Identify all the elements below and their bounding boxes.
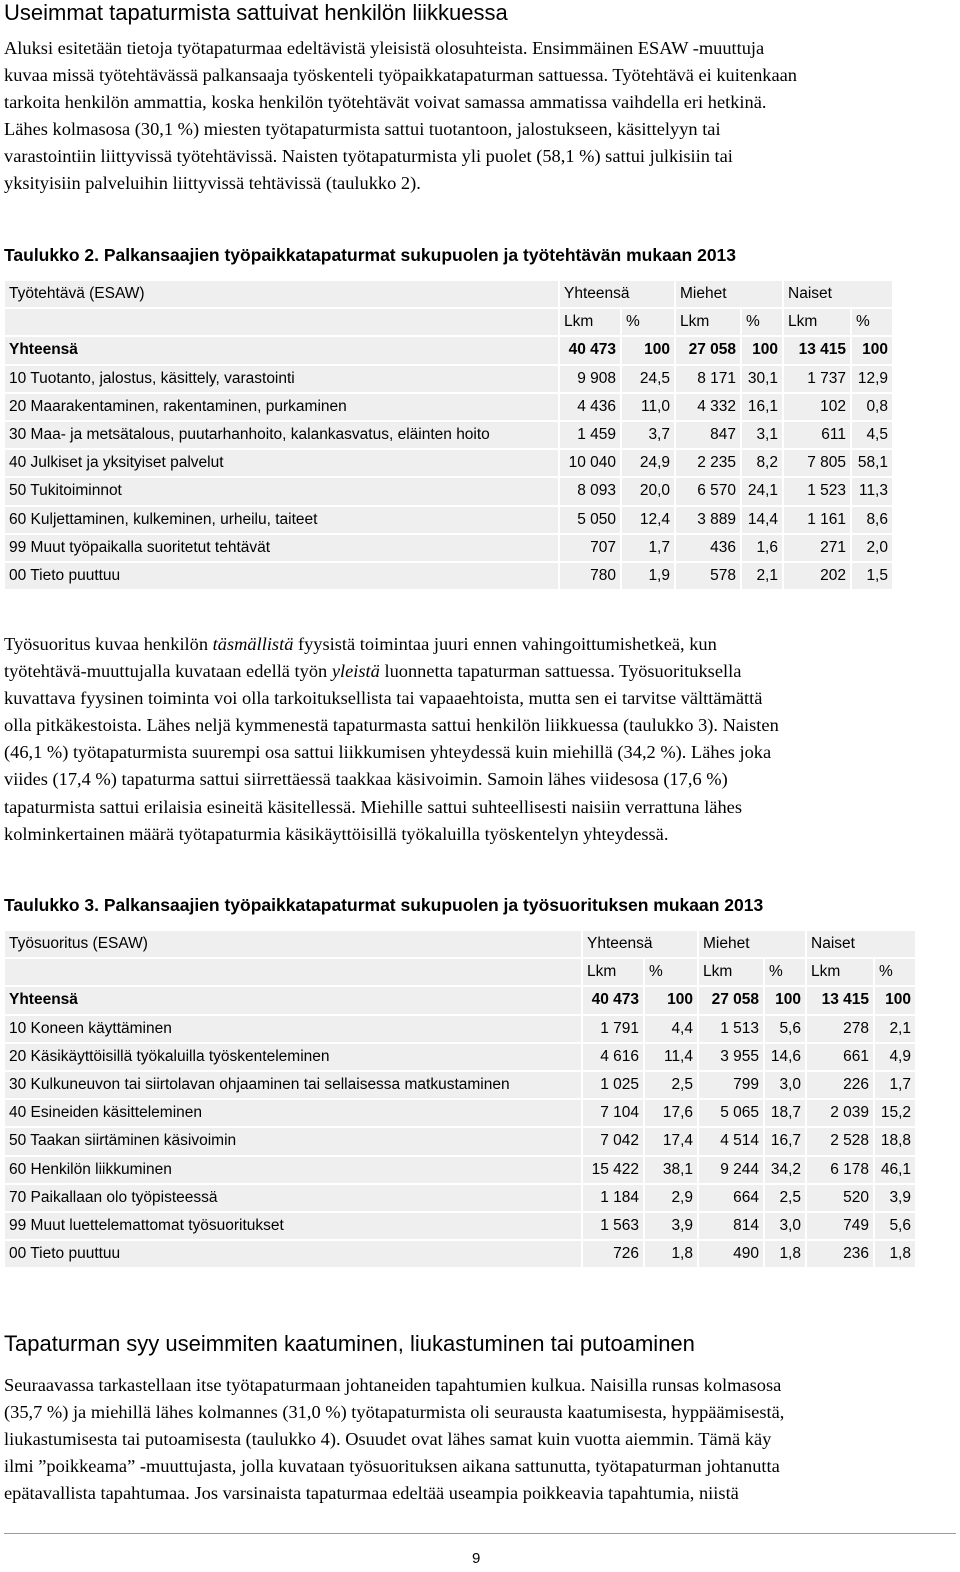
paragraph-line: viides (17,4 %) tapaturma sattui siirrettäessä taakkaa käsivoimin. Samoin lähes viidesosa (17,6 %) [4, 769, 728, 790]
value-cell: 1 184 [583, 1185, 643, 1211]
row-label: 60 Kuljettaminen, kulkeminen, urheilu, taiteet [5, 507, 558, 533]
value-cell: 1,7 [622, 535, 674, 561]
value-cell: 4,4 [645, 1016, 697, 1042]
table-row [5, 1241, 915, 1267]
value-cell: 11,4 [645, 1044, 697, 1070]
value-cell: 2 039 [807, 1100, 873, 1126]
value-cell: 16,1 [742, 394, 782, 420]
row-label: 99 Muut työpaikalla suoritetut tehtävät [5, 535, 558, 561]
value-cell: 1 161 [784, 507, 850, 533]
subheader-cell: % [645, 959, 697, 985]
value-cell: 799 [699, 1072, 763, 1098]
cause-paragraph [4, 1372, 958, 1507]
table-row [5, 1185, 915, 1211]
paragraph-line: ilmi ”poikkeama” -muuttujasta, jolla kuvataan työsuorituksen aikana sattunutta, työtapaturman johtanutta [4, 1456, 780, 1477]
value-cell: 100 [765, 987, 805, 1013]
value-cell: 14,6 [765, 1044, 805, 1070]
value-cell: 18,8 [875, 1128, 915, 1154]
value-cell: 2,9 [645, 1185, 697, 1211]
table-row [5, 1072, 915, 1098]
value-cell: 38,1 [645, 1157, 697, 1183]
value-cell: 18,7 [765, 1100, 805, 1126]
value-cell: 100 [742, 337, 782, 363]
value-cell: 27 058 [676, 337, 740, 363]
value-cell: 8 093 [560, 478, 620, 504]
footer-divider [4, 1533, 956, 1534]
value-cell: 2 235 [676, 450, 740, 476]
value-cell: 1,6 [742, 535, 782, 561]
value-cell: 1 459 [560, 422, 620, 448]
value-cell: 202 [784, 563, 850, 589]
value-cell: 46,1 [875, 1157, 915, 1183]
paragraph-line: varastointiin liittyvissä työtehtävissä. Naisten työtapaturmista yli puolet (58,1 %) sattui julkisiin tai [4, 146, 733, 167]
group-header: Miehet [676, 281, 782, 307]
paragraph-line: kuvattava fyysinen toiminta voi olla tarkoituksellista tai vapaaehtoista, mutta sen ei tarvitse välttämättä [4, 688, 763, 709]
subheader-cell: % [765, 959, 805, 985]
value-cell: 0,8 [852, 394, 892, 420]
value-cell: 2,1 [875, 1016, 915, 1042]
paragraph-line: Seuraavassa tarkastellaan itse työtapaturmaan johtaneiden tapahtumien kulkua. Naisilla runsas kolmasosa [4, 1375, 782, 1395]
subheader-cell: % [875, 959, 915, 985]
paragraph-line: (35,7 %) ja miehillä lähes kolmannes (31,0 %) työtapaturmista oli seurausta kaatumisesta, hyppäämisestä, [4, 1402, 785, 1423]
value-cell: 40 473 [583, 987, 643, 1013]
value-cell: 1,5 [852, 563, 892, 589]
value-cell: 780 [560, 563, 620, 589]
value-cell: 13 415 [807, 987, 873, 1013]
row-label: 50 Taakan siirtäminen käsivoimin [5, 1128, 581, 1154]
value-cell: 1 513 [699, 1016, 763, 1042]
value-cell: 1,8 [875, 1241, 915, 1267]
value-cell: 17,6 [645, 1100, 697, 1126]
value-cell: 226 [807, 1072, 873, 1098]
value-cell: 749 [807, 1213, 873, 1239]
paragraph-line: kolminkertainen määrä työtapaturmia käsikäyttöisillä työkaluilla työskentelyn yhteydessä. [4, 823, 669, 844]
value-cell: 1 523 [784, 478, 850, 504]
value-cell: 578 [676, 563, 740, 589]
value-cell: 3,1 [742, 422, 782, 448]
paragraph-line: työtehtävä-muuttujalla kuvataan edellä työn yleistä luonnetta tapaturman sattuessa. Työsuorituksella [4, 661, 742, 682]
table-row [5, 1044, 915, 1070]
value-cell: 5 065 [699, 1100, 763, 1126]
row-label: 00 Tieto puuttuu [5, 563, 558, 589]
value-cell: 6 178 [807, 1157, 873, 1183]
table-header-row [5, 281, 892, 307]
value-cell: 58,1 [852, 450, 892, 476]
paragraph-line: epätavallista tapahtumaa. Jos varsinaista tapaturmaa edeltää useampia poikkeavia tapahtumia, niistä [4, 1483, 739, 1504]
value-cell: 15,2 [875, 1100, 915, 1126]
emphasis-text: täsmällistä [212, 634, 294, 654]
table-row [5, 422, 892, 448]
table3-activity [3, 929, 917, 1269]
value-cell: 100 [852, 337, 892, 363]
table-row [5, 563, 892, 589]
value-cell: 1 025 [583, 1072, 643, 1098]
subheader-cell: % [622, 309, 674, 335]
group-header: Yhteensä [583, 931, 697, 957]
value-cell: 7 104 [583, 1100, 643, 1126]
group-header: Naiset [807, 931, 915, 957]
emphasis-text: yleistä [331, 661, 380, 682]
value-cell: 4,9 [875, 1044, 915, 1070]
value-cell: 24,9 [622, 450, 674, 476]
table-row [5, 1016, 915, 1042]
paragraph-line: Työsuoritus kuvaa henkilön täsmällistä fyysistä toimintaa juuri ennen vahingoittumishetkeä, kun [4, 634, 717, 654]
row-label: 20 Maarakentaminen, rakentaminen, purkaminen [5, 394, 558, 420]
value-cell: 661 [807, 1044, 873, 1070]
value-cell: 100 [875, 987, 915, 1013]
value-cell: 490 [699, 1241, 763, 1267]
value-cell: 726 [583, 1241, 643, 1267]
value-cell: 436 [676, 535, 740, 561]
value-cell: 17,4 [645, 1128, 697, 1154]
group-header: Yhteensä [560, 281, 674, 307]
value-cell: 7 042 [583, 1128, 643, 1154]
section-heading-liikkuessa: Useimmat tapaturmista sattuivat henkilön liikkuessa [4, 0, 508, 25]
row-label: 00 Tieto puuttuu [5, 1241, 581, 1267]
value-cell: 12,4 [622, 507, 674, 533]
value-cell: 278 [807, 1016, 873, 1042]
value-cell: 15 422 [583, 1157, 643, 1183]
table2-caption: Taulukko 2. Palkansaajien työpaikkatapaturmat sukupuolen ja työtehtävän mukaan 2013 [4, 245, 737, 265]
table2-task [3, 279, 894, 591]
value-cell: 4 332 [676, 394, 740, 420]
value-cell: 847 [676, 422, 740, 448]
value-cell: 11,3 [852, 478, 892, 504]
value-cell: 5,6 [765, 1016, 805, 1042]
table-row [5, 1213, 915, 1239]
value-cell: 24,5 [622, 366, 674, 392]
row-label: 20 Käsikäyttöisillä työkaluilla työskenteleminen [5, 1044, 581, 1070]
subheader-cell: Lkm [676, 309, 740, 335]
value-cell: 2,0 [852, 535, 892, 561]
value-cell: 3,0 [765, 1213, 805, 1239]
value-cell: 40 473 [560, 337, 620, 363]
paragraph-line: (46,1 %) työtapaturmista suurempi osa sattui liikkumisen yhteydessä kuin miehillä (34,2 %). Lähes joka [4, 742, 772, 763]
value-cell: 100 [645, 987, 697, 1013]
value-cell: 1 791 [583, 1016, 643, 1042]
value-cell: 4 616 [583, 1044, 643, 1070]
paragraph-line: kuvaa missä työtehtävässä palkansaaja työskenteli työpaikkatapaturman sattuessa. Työtehtävä ei kuitenkaan [4, 65, 798, 86]
value-cell: 1,9 [622, 563, 674, 589]
value-cell: 14,4 [742, 507, 782, 533]
value-cell: 1,8 [765, 1241, 805, 1267]
row-label: Yhteensä [5, 337, 558, 363]
row-label: 50 Tukitoiminnot [5, 478, 558, 504]
value-cell: 664 [699, 1185, 763, 1211]
value-cell: 16,7 [765, 1128, 805, 1154]
row-label: 30 Kulkuneuvon tai siirtolavan ohjaaminen tai sellaisessa matkustaminen [5, 1072, 581, 1098]
row-label: 10 Koneen käyttäminen [5, 1016, 581, 1042]
value-cell: 8,2 [742, 450, 782, 476]
table-row [5, 366, 892, 392]
value-cell: 3,0 [765, 1072, 805, 1098]
paragraph-line: yksityisiin palveluihin liittyvissä tehtävissä (taulukko 2). [4, 173, 421, 194]
row-label: 10 Tuotanto, jalostus, käsittely, varastointi [5, 366, 558, 392]
subheader-cell: % [852, 309, 892, 335]
value-cell: 2,1 [742, 563, 782, 589]
subheader-cell: Lkm [583, 959, 643, 985]
subheader-cell: Lkm [699, 959, 763, 985]
value-cell: 7 805 [784, 450, 850, 476]
value-cell: 236 [807, 1241, 873, 1267]
value-cell: 5 050 [560, 507, 620, 533]
table-row [5, 1100, 915, 1126]
group-header: Miehet [699, 931, 805, 957]
value-cell: 12,9 [852, 366, 892, 392]
value-cell: 3,7 [622, 422, 674, 448]
section-heading-syy: Tapaturman syy useimmiten kaatuminen, liukastuminen tai putoaminen [4, 1331, 695, 1356]
value-cell: 611 [784, 422, 850, 448]
value-cell: 30,1 [742, 366, 782, 392]
value-cell: 3 889 [676, 507, 740, 533]
value-cell: 102 [784, 394, 850, 420]
value-cell: 1 737 [784, 366, 850, 392]
value-cell: 271 [784, 535, 850, 561]
paragraph-line: Aluksi esitetään tietoja työtapaturmaa edeltävistä yleisistä olosuhteista. Ensimmäinen ESAW -muuttuja [4, 38, 765, 58]
paragraph-line: olla pitkäkestoista. Lähes neljä kymmenestä tapaturmasta sattui henkilön liikkuessa (taulukko 3). Naisten [4, 715, 779, 736]
table-row [5, 394, 892, 420]
subheader-cell: Lkm [807, 959, 873, 985]
table-row [5, 535, 892, 561]
value-cell: 4 514 [699, 1128, 763, 1154]
value-cell: 520 [807, 1185, 873, 1211]
table-row [5, 987, 915, 1013]
value-cell: 1 563 [583, 1213, 643, 1239]
row-label: Yhteensä [5, 987, 581, 1013]
value-cell: 5,6 [875, 1213, 915, 1239]
table-header-row [5, 931, 915, 957]
header-label: Työsuoritus (ESAW) [5, 931, 581, 957]
empty-cell [5, 309, 558, 335]
table3-caption: Taulukko 3. Palkansaajien työpaikkatapaturmat sukupuolen ja työsuorituksen mukaan 2013 [4, 895, 764, 915]
paragraph-line: liukastumisesta tai putoamisesta (taulukko 4). Osuudet ovat lähes samat kuin vuotta aiemmin. Tämä käy [4, 1429, 772, 1450]
table-row [5, 1157, 915, 1183]
value-cell: 1,8 [645, 1241, 697, 1267]
row-label: 60 Henkilön liikkuminen [5, 1157, 581, 1183]
value-cell: 707 [560, 535, 620, 561]
value-cell: 3,9 [875, 1185, 915, 1211]
value-cell: 100 [622, 337, 674, 363]
value-cell: 11,0 [622, 394, 674, 420]
value-cell: 6 570 [676, 478, 740, 504]
value-cell: 3,9 [645, 1213, 697, 1239]
intro-paragraph [4, 35, 958, 198]
paragraph-line: tapaturmista sattui erilaisia esineitä käsitellessä. Miehille sattui suhteellisesti naisiin verrattuna lähes [4, 796, 742, 817]
value-cell: 4 436 [560, 394, 620, 420]
row-label: 40 Julkiset ja yksityiset palvelut [5, 450, 558, 476]
table-subheader-row [5, 959, 915, 985]
value-cell: 10 040 [560, 450, 620, 476]
subheader-cell: Lkm [560, 309, 620, 335]
subheader-cell: Lkm [784, 309, 850, 335]
value-cell: 2,5 [645, 1072, 697, 1098]
row-label: 99 Muut luettelemattomat työsuoritukset [5, 1213, 581, 1239]
value-cell: 2 528 [807, 1128, 873, 1154]
header-label: Työtehtävä (ESAW) [5, 281, 558, 307]
value-cell: 8,6 [852, 507, 892, 533]
value-cell: 20,0 [622, 478, 674, 504]
subheader-cell: % [742, 309, 782, 335]
value-cell: 4,5 [852, 422, 892, 448]
table-subheader-row [5, 309, 892, 335]
table-row [5, 478, 892, 504]
table-row [5, 507, 892, 533]
table-row [5, 450, 892, 476]
value-cell: 814 [699, 1213, 763, 1239]
row-label: 70 Paikallaan olo työpisteessä [5, 1185, 581, 1211]
table-row [5, 1128, 915, 1154]
value-cell: 8 171 [676, 366, 740, 392]
row-label: 30 Maa- ja metsätalous, puutarhanhoito, kalankasvatus, eläinten hoito [5, 422, 558, 448]
paragraph-line: Lähes kolmasosa (30,1 %) miesten työtapaturmista sattui tuotantoon, jalostukseen, käsittelyyn tai [4, 119, 721, 140]
paragraph-line: tarkoita henkilön ammattia, koska henkilön työtehtävät voivat samassa ammatissa vaihdella eri hetkinä. [4, 92, 767, 113]
table-row [5, 337, 892, 363]
value-cell: 9 908 [560, 366, 620, 392]
page-number: 9 [472, 1550, 481, 1567]
value-cell: 27 058 [699, 987, 763, 1013]
value-cell: 9 244 [699, 1157, 763, 1183]
row-label: 40 Esineiden käsitteleminen [5, 1100, 581, 1126]
value-cell: 2,5 [765, 1185, 805, 1211]
value-cell: 34,2 [765, 1157, 805, 1183]
value-cell: 24,1 [742, 478, 782, 504]
value-cell: 13 415 [784, 337, 850, 363]
empty-cell [5, 959, 581, 985]
value-cell: 3 955 [699, 1044, 763, 1070]
value-cell: 1,7 [875, 1072, 915, 1098]
work-activity-paragraph [4, 631, 958, 848]
group-header: Naiset [784, 281, 892, 307]
